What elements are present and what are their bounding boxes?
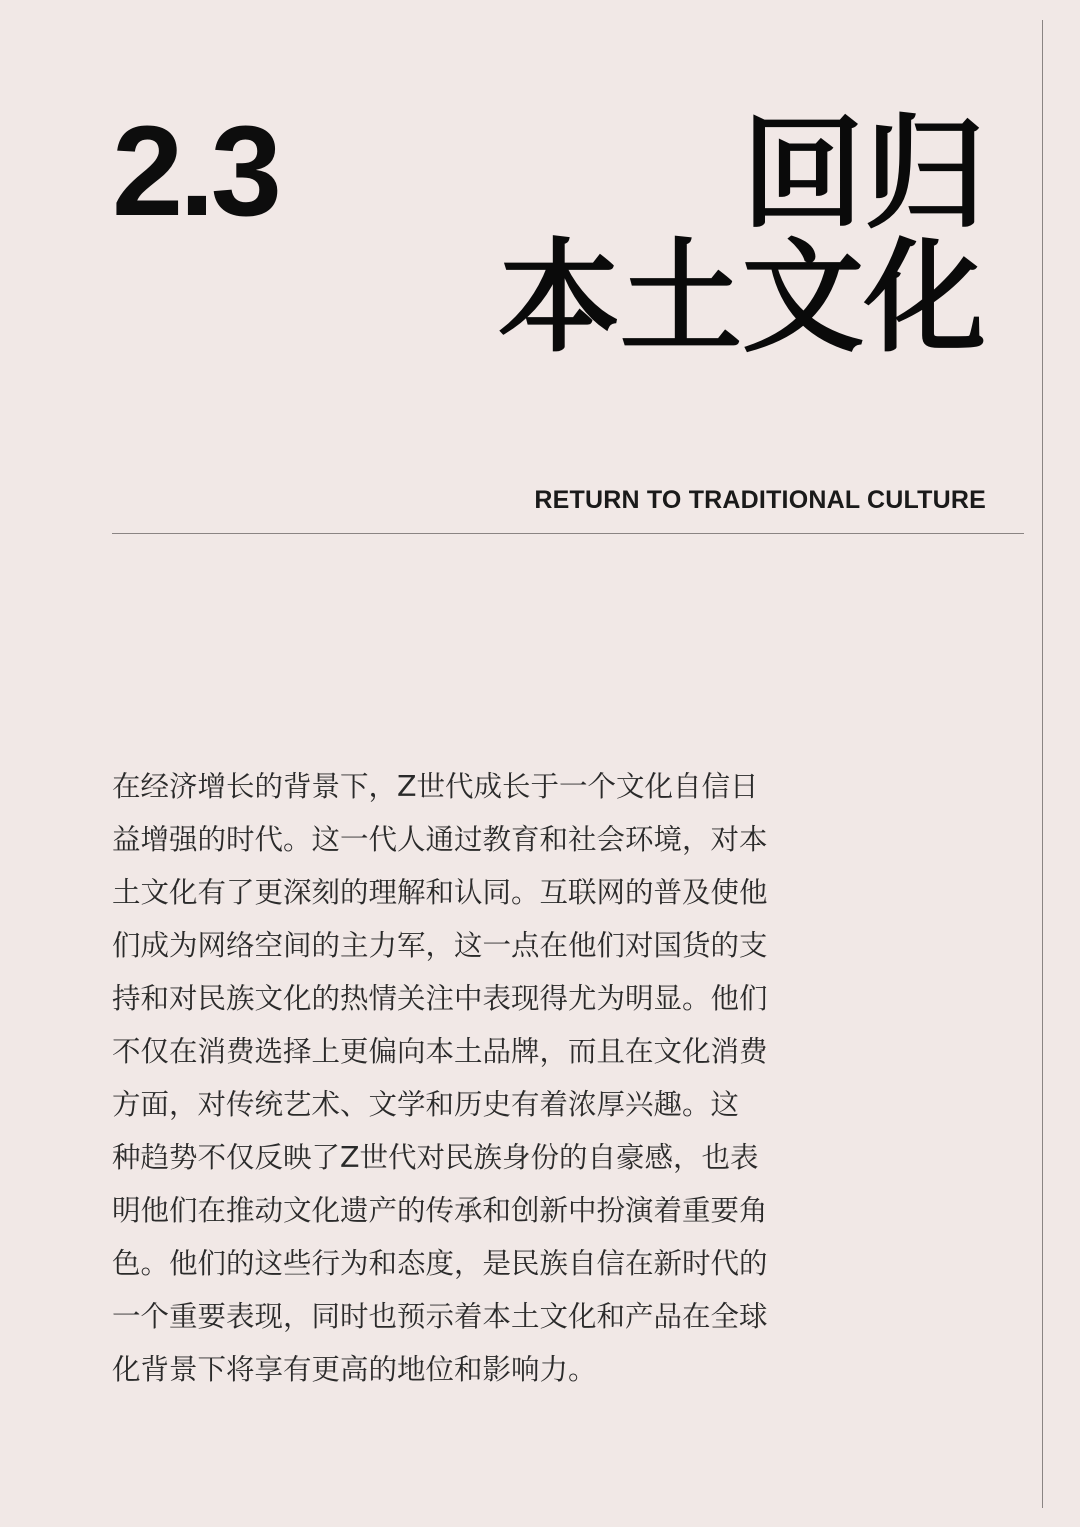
vertical-divider xyxy=(1042,20,1043,1508)
section-subtitle: RETURN TO TRADITIONAL CULTURE xyxy=(534,486,986,514)
section-title-line-1: 回归 xyxy=(742,103,986,245)
body-line: 色。他们的这些行为和态度，是民族自信在新时代的 xyxy=(112,1247,768,1280)
section-title xyxy=(498,103,986,369)
body-line: 们成为网络空间的主力军，这一点在他们对国货的支 xyxy=(112,929,768,962)
body-line: 方面，对传统艺术、文学和历史有着浓厚兴趣。这 xyxy=(112,1088,740,1121)
section-number: 2.3 xyxy=(112,100,278,243)
section-title-line-2: 本土文化 xyxy=(498,227,986,369)
body-line: 持和对民族文化的热情关注中表现得尤为明显。他们 xyxy=(112,982,768,1015)
body-line: 在经济增长的背景下，Z世代成长于一个文化自信日 xyxy=(112,770,759,803)
body-line: 不仅在消费选择上更偏向本土品牌，而且在文化消费 xyxy=(112,1035,768,1068)
body-line: 益增强的时代。这一代人通过教育和社会环境，对本 xyxy=(112,823,768,856)
horizontal-divider xyxy=(112,533,1024,534)
body-line: 一个重要表现，同时也预示着本土文化和产品在全球 xyxy=(112,1300,768,1333)
body-line: 种趋势不仅反映了Z世代对民族身份的自豪感，也表 xyxy=(112,1141,759,1174)
body-paragraph xyxy=(112,760,840,1396)
body-line: 明他们在推动文化遗产的传承和创新中扮演着重要角 xyxy=(112,1194,768,1227)
body-line: 化背景下将享有更高的地位和影响力。 xyxy=(112,1353,597,1386)
body-line: 土文化有了更深刻的理解和认同。互联网的普及使他 xyxy=(112,876,768,909)
